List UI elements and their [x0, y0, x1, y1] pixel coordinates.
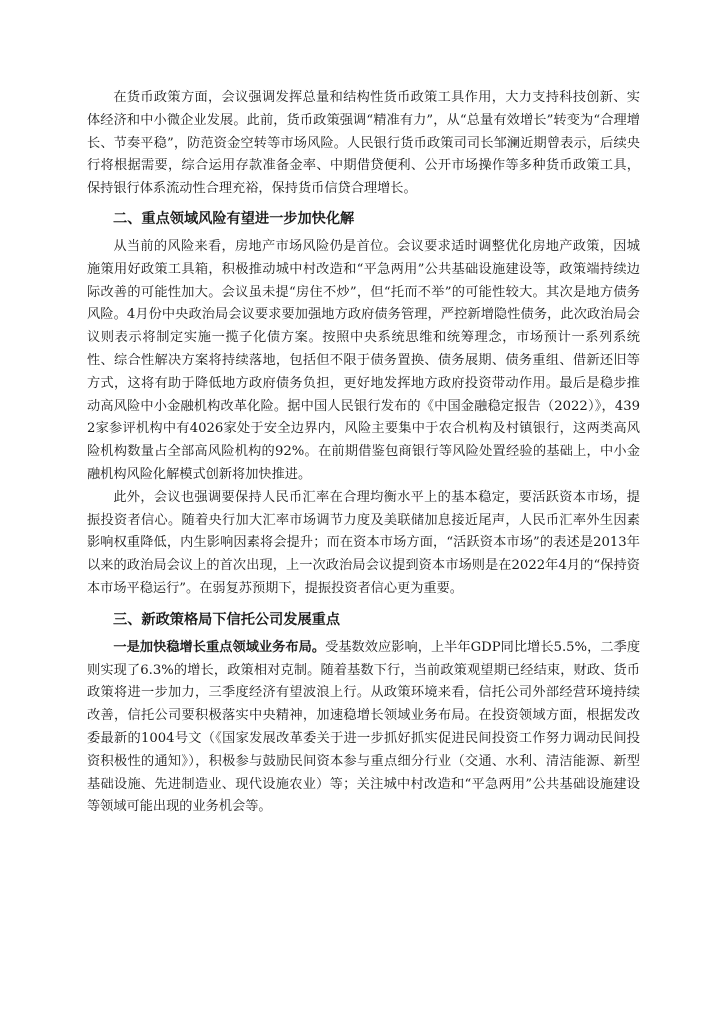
paragraph-monetary-policy: 在货币政策方面，会议强调发挥总量和结构性货币政策工具作用，大力支持科技创新、实体经济和中小微企业发展。此前，货币政策强调“精准有力”，从“总量有效增长”转变为“合理增长、节奏平稳”，防范资金空转等市场风险。人民银行货币政策司司长邹澜近期曾表示，后续央行将根据需要，综合运用存款准备金率、中期借贷便利、公开市场操作等多种货币政策工具，保持银行体系流动性合理充裕，保持货币信贷合理增长。	[87, 90, 640, 197]
paragraph-exchange-rate-capital-market: 此外，会议也强调要保持人民币汇率在合理均衡水平上的基本稳定，要活跃资本市场，提振投资者信心。随着央行加大汇率市场调节力度及美联储加息接近尾声，人民币汇率外生因素影响权重降低，内生影响因素将会提升；而在资本市场方面，“活跃资本市场”的表述是2013年以来的政治局会议上的首次出现，上一次政治局会议提到资本市场则是在2022年4月的“保持资本市场平稳运行”。在弱复苏预期下，提振投资者信心更为重要。	[87, 489, 640, 596]
paragraph-trust-business-layout	[87, 637, 640, 819]
section-heading-3: 三、新政策格局下信托公司发展重点	[113, 611, 341, 628]
paragraph-key-risks: 从当前的风险来看，房地产市场风险仍是首位。会议要求适时调整优化房地产政策，因城施策用好政策工具箱，积极推动城中村改造和“平急两用”公共基础设施建设等，政策端持续边际改善的可能性加大。会议虽未提“房住不炒”，但“托而不举”的可能性较大。其次是地方债务风险。4月份中央政治局会议要求要加强地方政府债务管理，严控新增隐性债务，此次政治局会议则表示将制定实施一揽子化债方案。按照中央系统思维和统筹理念，市场预计一系列系统性、综合性解决方案将持续落地，包括但不限于债务置换、债务展期、债务重组、借新还旧等方式，这将有助于降低地方政府债务负担，更好地发挥地方政府投资带动作用。最后是稳步推动高风险中小金融机构改革化险。据中国人民银行发布的《中国金融稳定报告（2022）》，4392家参评机构中有4026家处于安全边界内，风险主要集中于农合机构及村镇银行，这两类高风险机构数量占全部高风险机构的92%。在前期借鉴包商银行等风险处置经验的基础上，中小金融机构风险化解模式创新将加快推进。	[87, 238, 640, 482]
paragraph-body: 受基数效应影响，上半年GDP同比增长5.5%，二季度则实现了6.3%的增长，政策相对克制。随着基数下行，当前政策观望期已经结束，财政、货币政策将进一步加力，三季度经济有望波浪上行。从政策环境来看，信托公司外部经营环境持续改善，信托公司要积极落实中央精神，加速稳增长领域业务布局。在投资领域方面，根据发改委最新的1004号文（《国家发展改革委关于进一步抓好抓实促进民间投资工作努力调动民间投资积极性的通知》），积极参与鼓励民间资本参与重点细分行业（交通、水利、清洁能源、新型基础设施、先进制造业、现代设施农业）等；关注城中村改造和“平急两用”公共基础设施建设等领域可能出现的业务机会等。	[87, 639, 641, 815]
document-page	[87, 87, 640, 819]
section-heading-2: 二、重点领域风险有望进一步加快化解	[113, 210, 355, 227]
paragraph-lead-sentence: 一是加快稳增长重点领域业务布局。	[113, 639, 326, 655]
